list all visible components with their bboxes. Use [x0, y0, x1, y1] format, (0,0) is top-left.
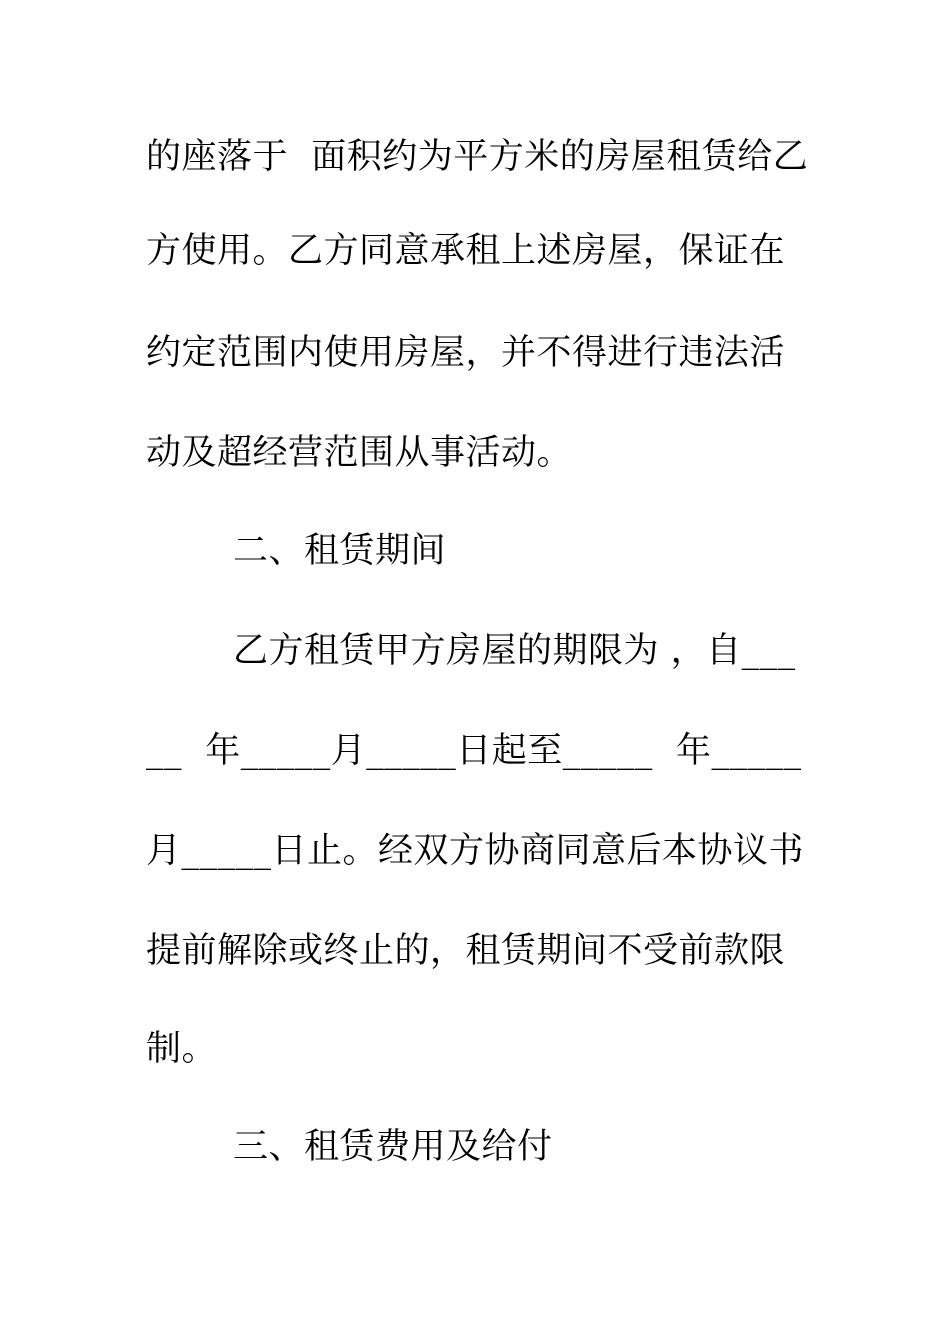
paragraph-line-6: __ 年_____月_____日起至_____ 年_____	[146, 731, 802, 771]
paragraph-line-1: 的座落于 面积约为平方米的房屋租赁给乙	[146, 137, 809, 177]
section-heading-lease-period: 二、租赁期间	[233, 531, 447, 571]
paragraph-line-3: 约定范围内使用房屋，并不得进行违法活	[146, 333, 786, 373]
paragraph-line-4: 动及超经营范围从事活动。	[146, 433, 573, 473]
paragraph-line-2: 方使用。乙方同意承租上述房屋，保证在	[146, 231, 786, 271]
paragraph-line-9: 制。	[146, 1029, 218, 1069]
paragraph-line-8: 提前解除或终止的，租赁期间不受前款限	[146, 931, 786, 971]
paragraph-line-5: 乙方租赁甲方房屋的期限为 ，自___	[233, 631, 796, 671]
paragraph-line-7: 月_____日止。经双方协商同意后本协议书	[146, 831, 805, 871]
section-heading-lease-fees: 三、租赁费用及给付	[233, 1127, 553, 1167]
